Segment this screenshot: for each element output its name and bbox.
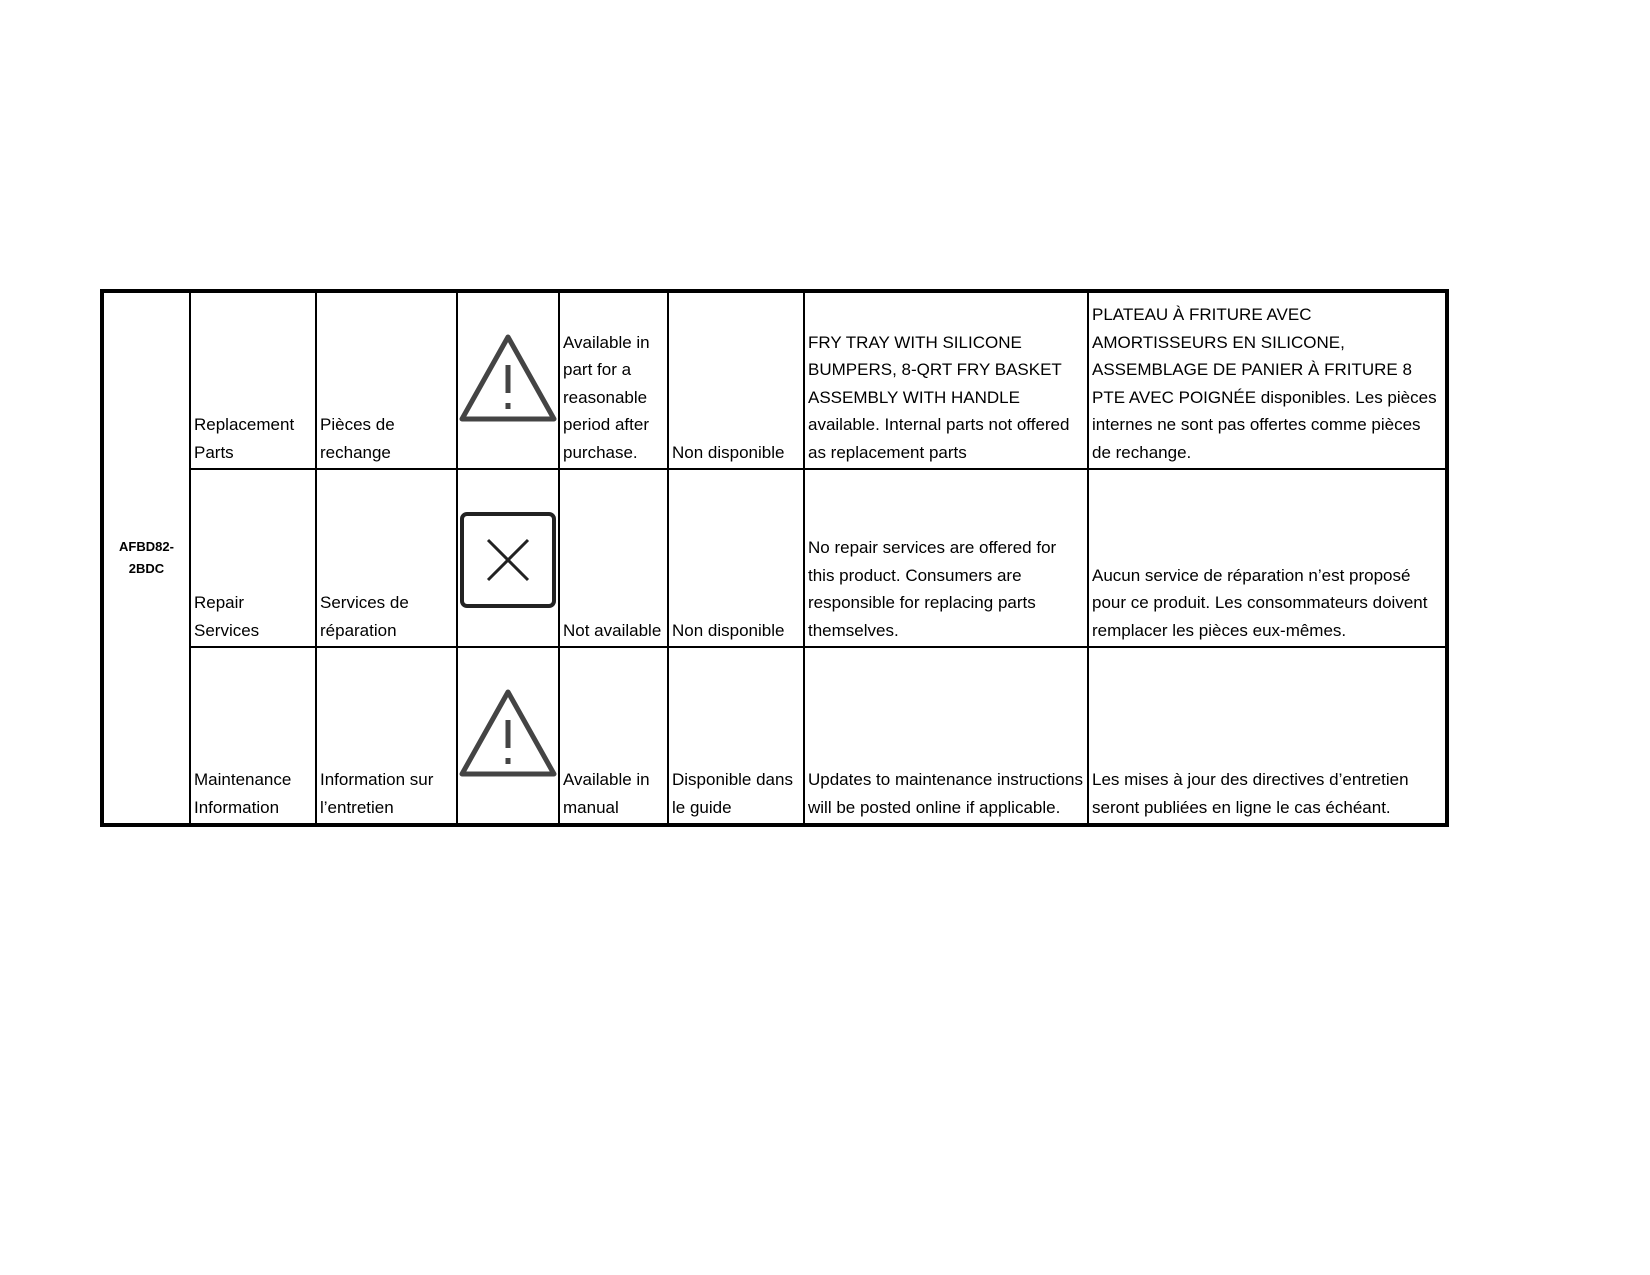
details-fr: PLATEAU À FRITURE AVEC AMORTISSEURS EN SILICONE, ASSEMBLAGE DE PANIER À FRITURE 8 PTE AVEC POIGNÉE disponibles. Les pièces internes ne sont pas offertes comme pièces de rechange. [1088,291,1447,469]
warning-icon [458,331,558,431]
category-en: Maintenance Information [190,647,316,825]
model-number: AFBD82-2BDC [102,291,190,825]
status-fr: Non disponible [668,291,804,469]
status-icon-cell [457,291,559,469]
category-en: Replacement Parts [190,291,316,469]
status-en: Available in manual [559,647,668,825]
details-en: No repair services are offered for this product. Consumers are responsible for replacing parts themselves. [804,469,1088,647]
status-icon-cell [457,647,559,825]
category-fr: Information sur l’entretien [316,647,457,825]
details-en: Updates to maintenance instructions will be posted online if applicable. [804,647,1088,825]
category-fr: Pièces de rechange [316,291,457,469]
details-fr: Aucun service de réparation n’est proposé pour ce produit. Les consommateurs doivent remplacer les pièces eux-mêmes. [1088,469,1447,647]
x-box-icon [458,510,558,610]
status-icon-cell [457,469,559,647]
table-row [102,647,1447,825]
table-row [102,291,1447,469]
status-fr: Non disponible [668,469,804,647]
warning-icon [458,686,558,786]
status-en: Not available [559,469,668,647]
details-fr: Les mises à jour des directives d’entretien seront publiées en ligne le cas échéant. [1088,647,1447,825]
repairability-table [100,289,1449,827]
details-en: FRY TRAY WITH SILICONE BUMPERS, 8-QRT FRY BASKET ASSEMBLY WITH HANDLE available. Internal parts not offered as replacement parts [804,291,1088,469]
category-en: Repair Services [190,469,316,647]
status-fr: Disponible dans le guide [668,647,804,825]
status-en: Available in part for a reasonable period after purchase. [559,291,668,469]
table-row [102,469,1447,647]
category-fr: Services de réparation [316,469,457,647]
